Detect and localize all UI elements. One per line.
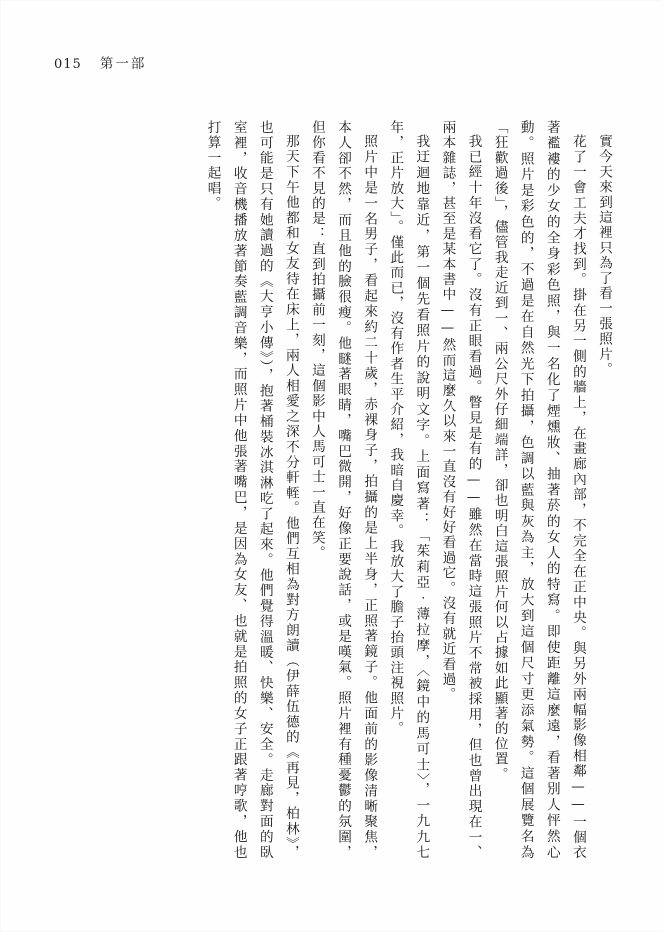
vertical-text-block bbox=[46, 120, 617, 860]
paragraph: 我迂迴地靠近，第一個先看照片的說明文字。上面寫著：「茱莉亞‧薄拉摩，〈鏡中的馬可士〉，一九九七年，正片放大」。僅此而已，沒有作者生平介紹，我暗自慶幸。我放大了膽子抬頭注視照片。 bbox=[387, 120, 430, 860]
chapter-title: 第一部 bbox=[99, 56, 147, 72]
paragraph: 實今天來到這裡只為了看一張照片。 bbox=[596, 133, 612, 377]
paragraph: 那天下午他都和女友待在床上，兩人相愛之深不分軒輊。他們互相為對方朗讀（伊薛伍德的《再見，柏林》，也可能是只有她讀過的《大亨小傳》），抱著桶裝冰淇淋吃了起來。他們覺得溫暖、快樂、安全。走廊對面的臥室裡，收音機播放著節奏藍調音樂，而照片中他張著嘴巴，是因為女友、也就是拍照的女子正跟著哼歌，他也打算一起唱。 bbox=[204, 120, 299, 860]
paragraph: 花了一會工夫才找到。掛在另一側的牆上，在畫廊內部，不完全在正中央。與另外兩幅影像相鄰——一個衣著襤褸的少女的全身彩色照，與一名化了煙燻妝、抽著菸的女人的特寫。即使距離這麼遠，看著別人怦然心動。照片是彩色的，不過是在自然光下拍攝，色調以藍與灰為主，放大到這個尺寸更添氣勢。這個展覽名為「狂歡過後」，儘管我走近到一、兩公尺外仔細端詳，卻也明白這張照片何以占據如此顯著的位置。 bbox=[491, 120, 586, 860]
paragraph: 照片中是一名男子，看起來約二十歲，赤裸身子，拍攝的是上半身，正照著鏡子。他面前的影像清晰聚焦，本人卻不然，而且他的臉很瘦。他瞇著眼睛，嘴巴微開，好像正要說話，或是嘆氣。照片裡有種憂鬱的氛圍，但你看不見的是：直到拍攝前一刻，這個影中人馬可士一直在笑。 bbox=[308, 120, 378, 860]
body-text-area bbox=[46, 120, 617, 860]
paragraph: 我已經十年沒看它了。沒有正眼看過。瞥見是有的——雖然在當時這張照片不常被採用，但也曾出現在一、兩本雜誌，甚至是某本書中——然而這麼久以來一直沒有好好看過它。沒有就近看過。 bbox=[439, 120, 482, 860]
page-number: 015 bbox=[54, 57, 82, 72]
page-header bbox=[54, 52, 146, 72]
